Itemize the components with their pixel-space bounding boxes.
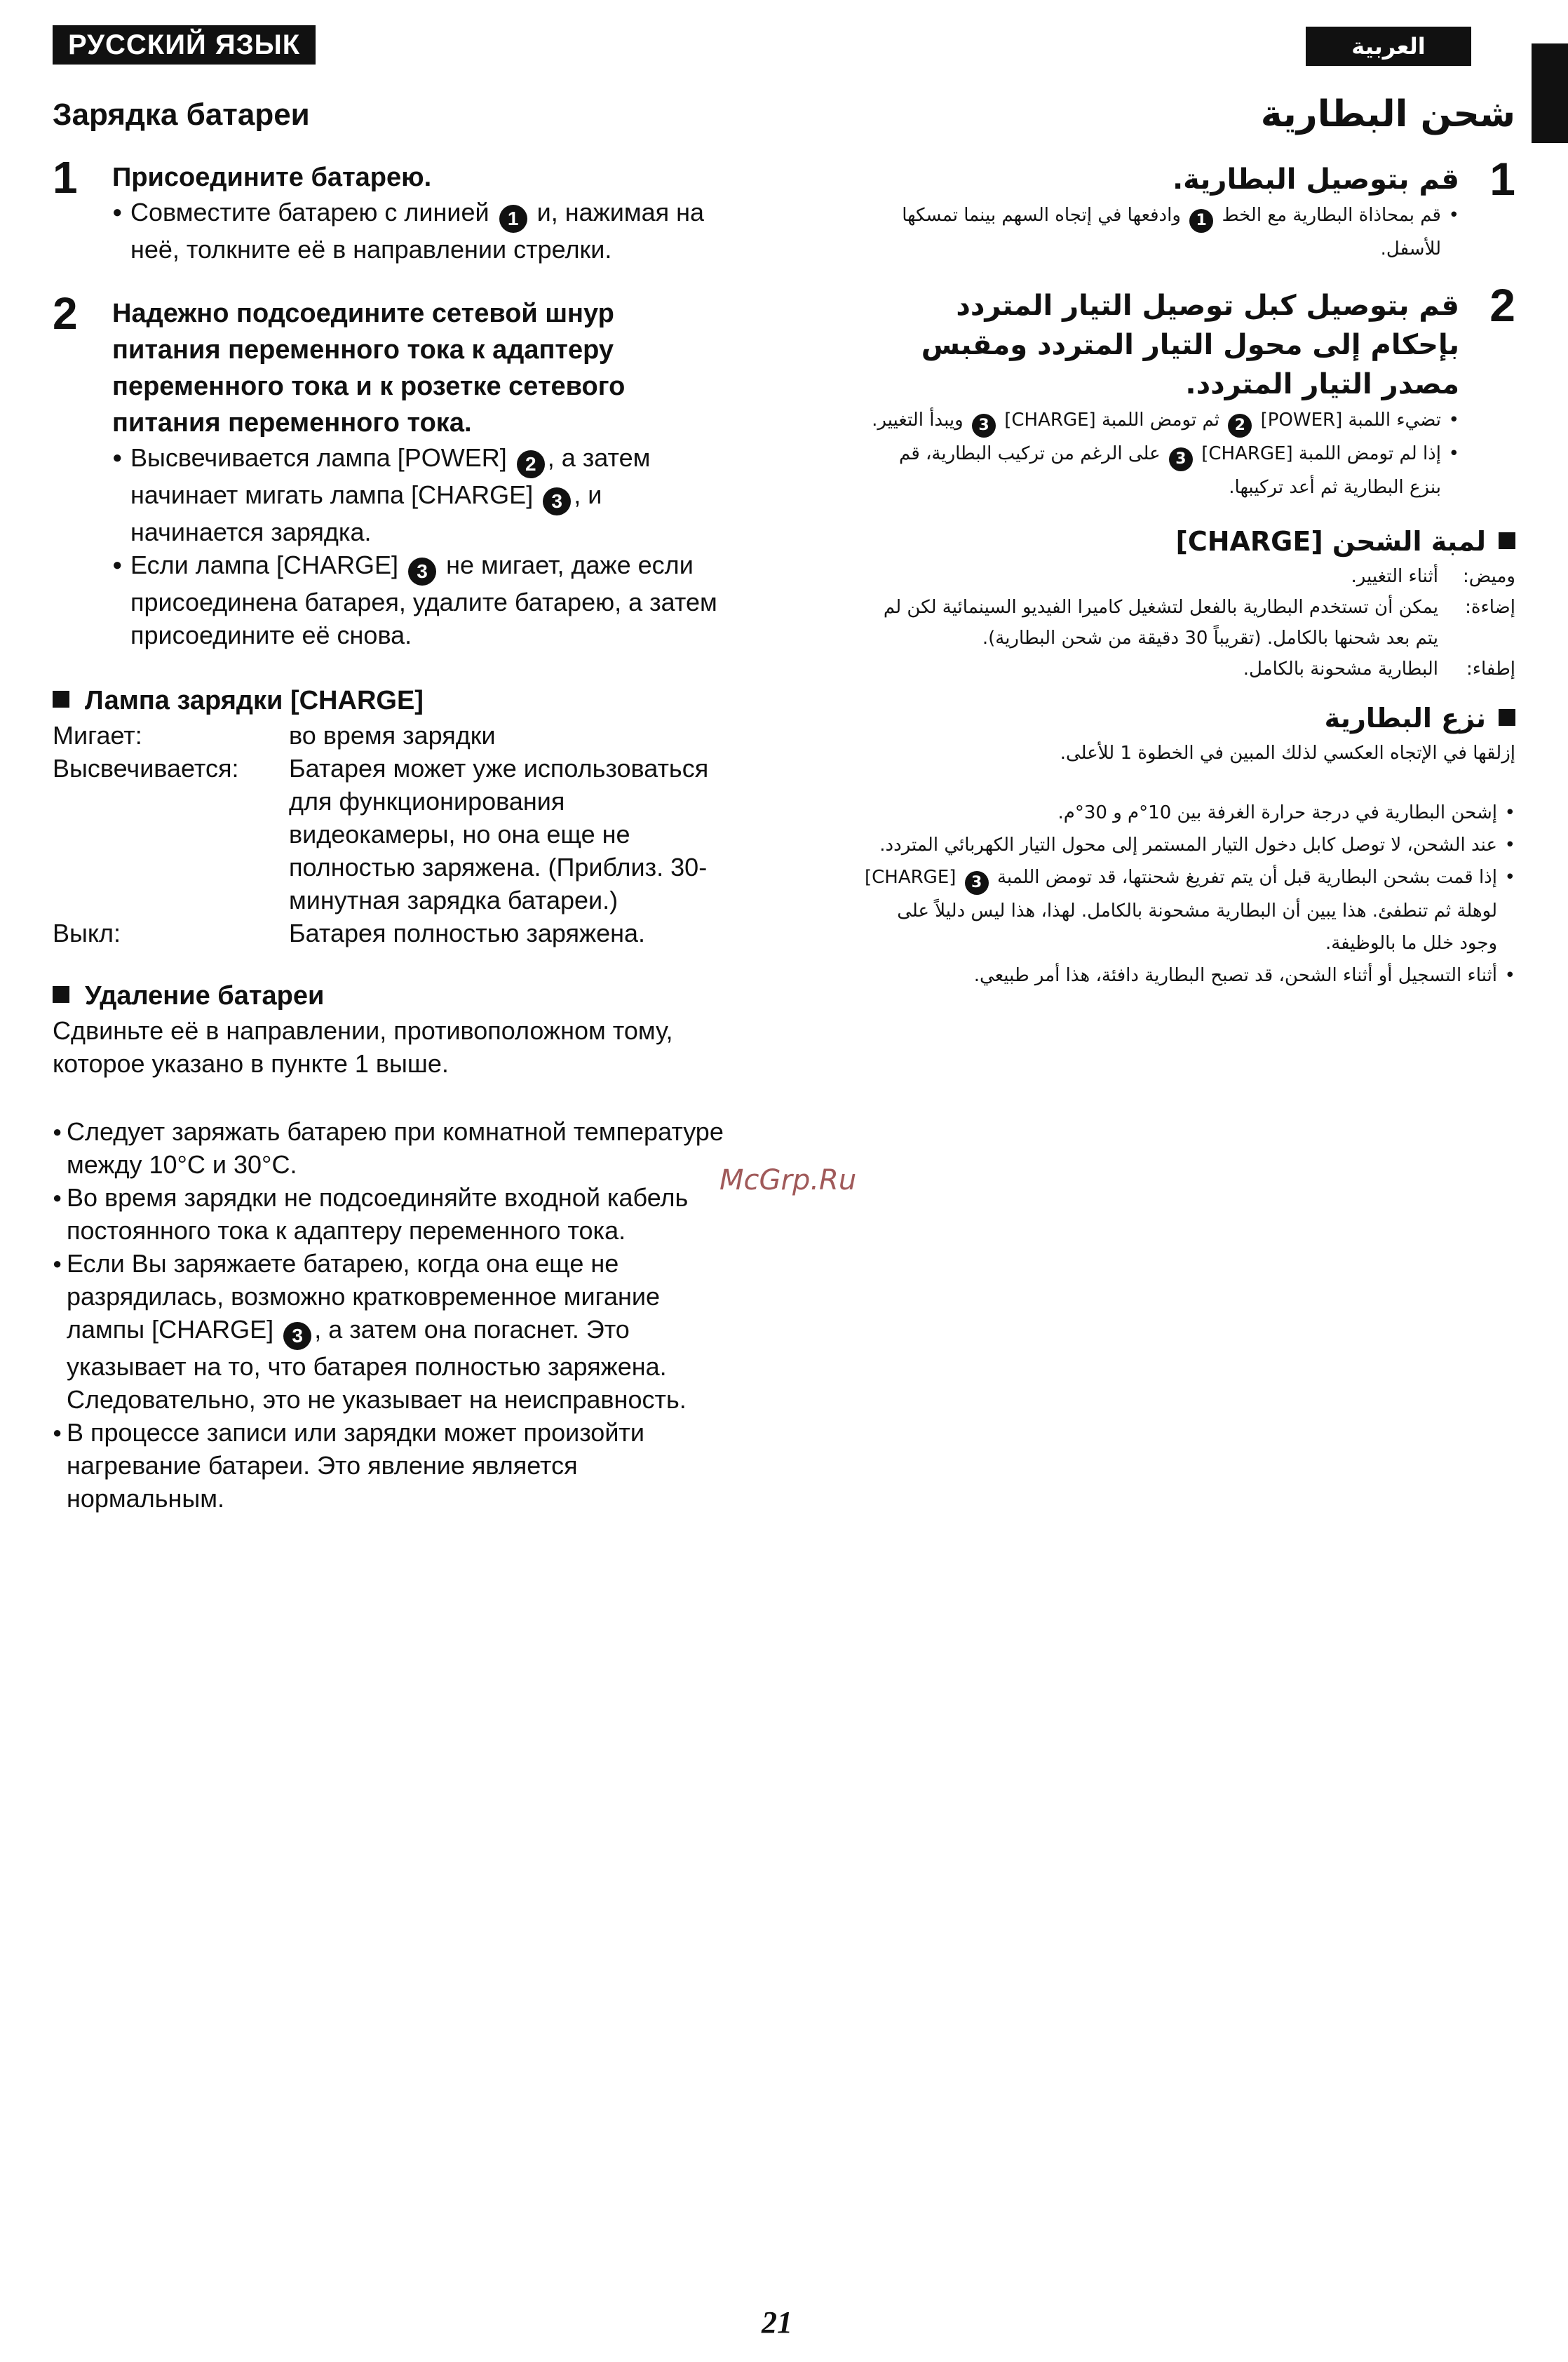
step-number: 1 (1489, 153, 1515, 205)
step-bullet: • إذا لم تومض اللمبة [CHARGE] 3 على الرغم من تركيب البطارية، قم بنزع البطارية ثم أعد تركيبها. (863, 438, 1459, 504)
bullet-text: и, нажимая на неё, толкните её в направлении стрелки. (130, 198, 705, 264)
step-heading: قم بتوصيل البطارية. (1172, 163, 1459, 196)
section-heading: Лампа зарядки [CHARGE] (53, 682, 726, 719)
bullet-text: , и начинается зарядка. (130, 480, 602, 546)
lamp-state-row: إضاءة: يمكن أن تستخدم البطارية بالفعل لتشغيل كاميرا الفيديو السينمائية لكن لم يتم بعد شحنها بالكامل. (تقريباً 30 دقيقة من شحن البطارية). (883, 597, 1515, 649)
language-tab-arabic: العربية (1306, 27, 1471, 66)
lamp-state-row: وميض: أثناء التغيير. (1351, 566, 1515, 587)
step-number: 2 (53, 288, 78, 339)
step-bullet (112, 196, 726, 266)
step-2-russian (53, 288, 726, 652)
bullet-text: Совместите батарею с линией (130, 198, 489, 227)
step-bullet: • تضيء اللمبة [POWER] 2 ثم تومض اللمبة [CHARGE] 3 ويبدأ التغيير. (863, 404, 1459, 438)
language-tab-russian: РУССКИЙ ЯЗЫК (53, 25, 316, 65)
note-item: • إشحن البطارية في درجة حرارة الغرفة بين 10°م و 30°م. (863, 797, 1515, 829)
step-1-russian (53, 152, 726, 266)
step-number: 1 (53, 152, 78, 203)
step-bullet (112, 441, 726, 548)
section-heading: Удаление батареи (53, 978, 684, 1014)
lamp-state-term: Мигает: (53, 721, 142, 750)
page-title-russian: Зарядка батареи (53, 97, 310, 132)
page-title-arabic: شحن البطارية (1260, 93, 1515, 135)
note-item: ● В процессе записи или зарядки может произойти нагревание батареи. Это явление является нормальным. (53, 1416, 726, 1515)
marker-3-icon: 3 (972, 414, 996, 438)
marker-1-icon: 1 (1189, 209, 1213, 233)
note-item: ● Если Вы заряжаете батарею, когда она еще не разрядилась, возможно кратковременное мигание лампы [CHARGE] 3 , а затем она погаснет. Это указывает на то, что батарея полностью заряжена. Следовательно, это не указывает на неисправность. (53, 1247, 726, 1416)
arabic-column (863, 90, 1515, 992)
bullet-text: , а затем начинает мигать лампа [CHARGE] (130, 443, 651, 509)
lamp-state-row (53, 719, 726, 752)
charge-lamp-section-arabic (863, 522, 1515, 684)
step-heading: Надежно подсоедините сетевой шнур питания переменного тока к адаптеру переменного тока и к розетке сетевого питания переменного тока. (112, 299, 626, 438)
notes-russian (53, 1115, 726, 1515)
marker-1-icon: 1 (499, 205, 527, 233)
step-number: 2 (1489, 279, 1515, 331)
square-bullet-icon (1499, 532, 1515, 549)
marker-3-icon: 3 (965, 871, 989, 895)
bullet-text: Высвечивается лампа [POWER] (130, 443, 507, 472)
note-item: ● Следует заряжать батарею при комнатной температуре между 10°C и 30°C. (53, 1115, 726, 1181)
bullet-text: не мигает, даже если присоединена батарея, удалите батарею, а затем присоедините её снова. (130, 551, 717, 649)
section-heading: نزع البطارية (863, 699, 1515, 738)
removal-text: إزلقها في الإتجاه العكسي لذلك المبين في الخطوة 1 للأعلى. (1060, 743, 1515, 764)
notes-arabic (863, 797, 1515, 992)
note-item: • أثناء التسجيل أو أثناء الشحن، قد تصبح البطارية دافئة، هذا أمر طبيعي. (863, 959, 1515, 992)
lamp-state-desc: во время зарядки (289, 721, 496, 750)
marker-3-icon: 3 (408, 558, 436, 586)
step-heading: Присоедините батарею. (112, 163, 432, 192)
lamp-state-row: إطفاء: البطارية مشحونة بالكامل. (1243, 659, 1515, 680)
lamp-state-term: Высвечивается: (53, 754, 239, 783)
note-item: • إذا قمت بشحن البطارية قبل أن يتم تفريغ شحنتها، قد تومض اللمبة 3 [CHARGE] لوهلة ثم تنطفئ. هذا يبين أن البطارية مشحونة بالكامل. لهذا، هذا ليس دليلاً على وجود خلل ما بالوظيفة. (863, 861, 1515, 959)
step-heading: قم بتوصيل كبل توصيل التيار المتردد بإحكام إلى محول التيار المتردد ومقبس مصدر التيار المتردد. (921, 290, 1459, 400)
lamp-state-row (53, 752, 726, 917)
step-1-arabic (863, 153, 1515, 265)
removal-text: Сдвиньте её в направлении, противоположном тому, которое указано в пункте 1 выше. (53, 1016, 673, 1078)
marker-3-icon: 3 (283, 1322, 311, 1350)
note-item: ● Во время зарядки не подсоединяйте входной кабель постоянного тока к адаптеру переменного тока. (53, 1181, 726, 1247)
section-heading: لمبة الشحن [CHARGE] (863, 522, 1515, 561)
bullet-text: Если лампа [CHARGE] (130, 551, 399, 579)
edge-thumb-mark (1532, 43, 1568, 143)
square-bullet-icon (53, 986, 69, 1003)
marker-3-icon: 3 (1169, 447, 1193, 471)
note-item: • عند الشحن، لا توصل كابل دخول التيار المستمر إلى محول التيار الكهربائي المتردد. (863, 829, 1515, 861)
lamp-state-term: Выкл: (53, 919, 121, 947)
step-bullet (112, 548, 726, 652)
marker-2-icon: 2 (1228, 414, 1252, 438)
step-bullet: • قم بمحاذاة البطارية مع الخط 1 وادفعها في إتجاه السهم بينما تمسكها للأسفل. (863, 199, 1459, 265)
watermark: McGrp.Ru (719, 1164, 857, 1196)
removal-section-russian (53, 978, 684, 1080)
removal-section-arabic (863, 699, 1515, 769)
charge-lamp-section-russian (53, 682, 726, 950)
square-bullet-icon (1499, 709, 1515, 726)
page-number: 21 (762, 2305, 792, 2340)
step-2-arabic (863, 279, 1515, 504)
marker-3-icon: 3 (543, 487, 571, 515)
square-bullet-icon (53, 691, 69, 708)
lamp-state-row (53, 917, 726, 950)
lamp-state-desc: Батарея полностью заряжена. (289, 919, 646, 947)
lamp-state-desc: Батарея может уже использоваться для функционирования видеокамеры, но она еще не полностью заряжена. (Приблиз. 30-минутная зарядка батареи.) (289, 754, 709, 915)
russian-column (53, 98, 726, 1515)
marker-2-icon: 2 (517, 450, 545, 478)
